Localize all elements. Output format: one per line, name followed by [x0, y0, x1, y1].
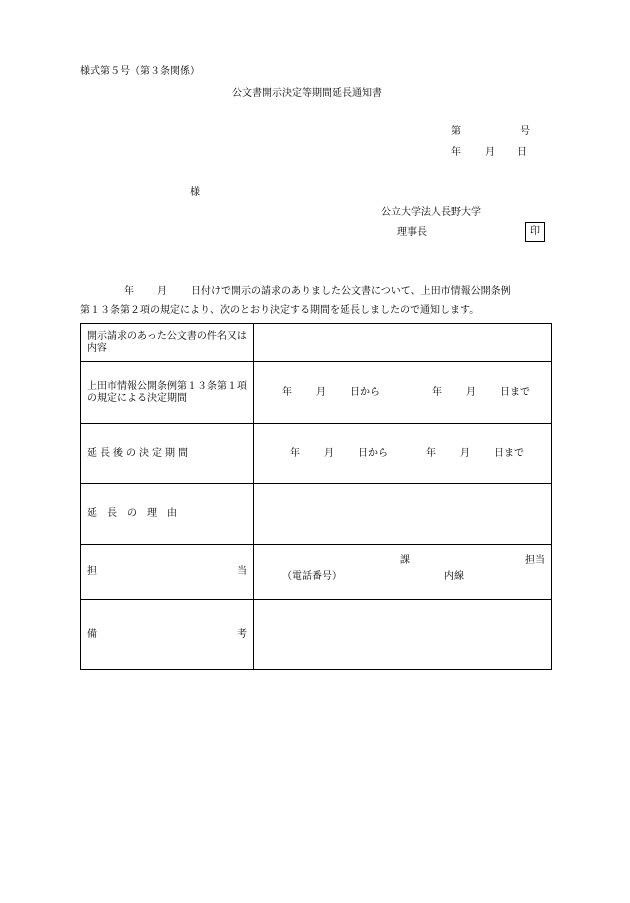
doc-number-suffix: 号: [520, 126, 530, 137]
ext-from-month: 月: [324, 447, 334, 459]
extended-period-label: 延長後の決定期間: [81, 424, 254, 484]
seal-box: 印: [525, 222, 545, 242]
table-row: [81, 424, 552, 484]
original-period-value[interactable]: [254, 362, 552, 424]
contact-person: 担当: [525, 555, 545, 566]
original-period-label: 上田市情報公開条例第１３条第１項の規定による決定期間: [81, 362, 254, 424]
reason-value[interactable]: [254, 484, 552, 545]
reason-label: 延 長 の 理 由: [81, 484, 254, 545]
table-row: [81, 600, 552, 670]
orig-from-month: 月: [316, 386, 326, 398]
ext-to-month: 月: [460, 447, 470, 459]
ext-to-day: 日まで: [494, 447, 524, 459]
subject-value[interactable]: [254, 324, 552, 362]
ext-from-year: 年: [290, 447, 300, 459]
date-month: 月: [485, 147, 495, 158]
details-table: [80, 323, 552, 670]
extended-period-value[interactable]: [254, 424, 552, 484]
ext-from-day: 日から: [358, 447, 388, 459]
body-year: 年: [124, 286, 134, 297]
date-year: 年: [451, 147, 461, 158]
doc-number-prefix: 第: [451, 126, 461, 137]
orig-to-day: 日まで: [500, 386, 530, 398]
contact-label: 担 当: [81, 545, 254, 600]
contact-extension: 内線: [444, 571, 464, 582]
body-line1: 日付けで開示の請求のありました公文書について、上田市情報公開条例: [191, 286, 511, 297]
contact-value[interactable]: [254, 545, 552, 600]
body-month: 月: [157, 286, 167, 297]
document-title: 公文書開示決定等期間延長通知書: [232, 88, 382, 99]
date-day: 日: [517, 147, 527, 158]
orig-to-year: 年: [432, 386, 442, 398]
remarks-value[interactable]: [254, 600, 552, 670]
table-row: [81, 545, 552, 600]
ext-to-year: 年: [426, 447, 436, 459]
addressee-honorific: 様: [190, 187, 200, 198]
orig-from-day: 日から: [350, 386, 380, 398]
remarks-label: 備 考: [81, 600, 254, 670]
body-line2: 第１３条第２項の規定により、次のとおり決定する期間を延長しましたので通知します。: [80, 305, 480, 316]
table-row: [81, 484, 552, 545]
issuer-title: 理事長: [397, 227, 427, 238]
contact-section: 課: [400, 555, 410, 566]
table-row: [81, 324, 552, 362]
issuer-org: 公立大学法人長野大学: [381, 207, 481, 218]
table-row: [81, 362, 552, 424]
orig-to-month: 月: [466, 386, 476, 398]
contact-phone: （電話番号）: [282, 571, 342, 582]
form-number: 様式第５号（第３条関係）: [80, 66, 200, 77]
orig-from-year: 年: [282, 386, 292, 398]
subject-label: 開示請求のあった公文書の件名又は内容: [81, 324, 254, 362]
